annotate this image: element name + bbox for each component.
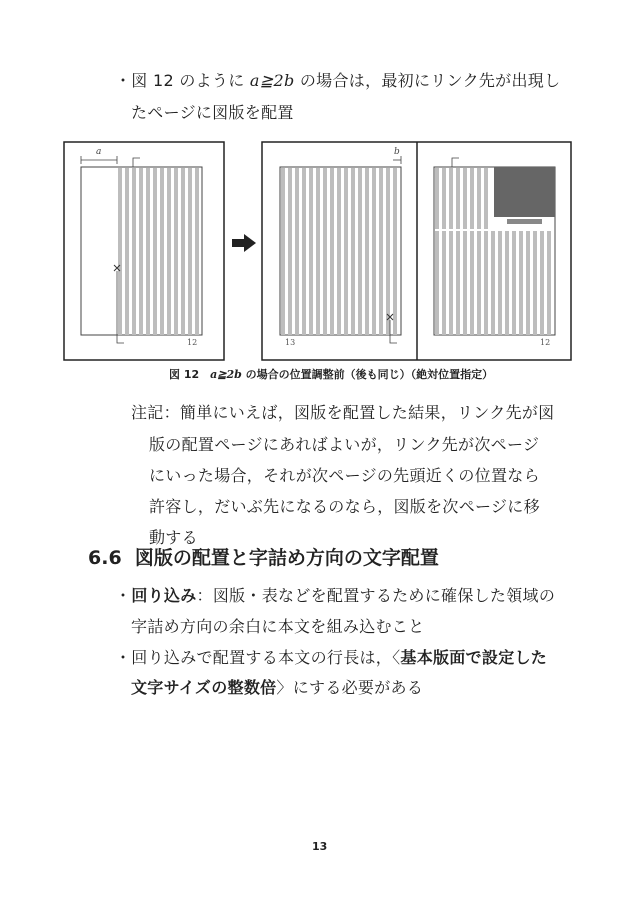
stripe xyxy=(533,231,537,335)
stripe xyxy=(435,231,439,335)
page-num-left: 12 xyxy=(187,338,198,347)
stripe xyxy=(379,168,383,335)
item2-suffix: 〉にする必要がある xyxy=(276,678,424,697)
section-title: 図版の配置と字詰め方向の文字配置 xyxy=(134,547,439,569)
figure-caption xyxy=(169,368,493,382)
stripe xyxy=(470,231,474,335)
item2-prefix: ・回り込みで配置する本文の行長は，〈 xyxy=(115,648,401,667)
item2-bold2: 文字サイズの整数倍 xyxy=(131,678,277,697)
caption-prefix: 図 12 xyxy=(169,368,211,381)
stripe xyxy=(442,231,446,335)
bullet1-prefix: ・図 12 のように xyxy=(115,71,250,90)
bullet2-item2-line1 xyxy=(115,648,547,668)
stripe xyxy=(146,168,150,335)
note-line2: 版の配置ページにあればよいが，リンク先が次ページ xyxy=(149,435,540,454)
stripe xyxy=(181,168,185,335)
stripe xyxy=(132,168,136,335)
stripe xyxy=(435,168,439,229)
stripe xyxy=(365,168,369,335)
arrow-right-icon xyxy=(232,234,256,252)
stripe xyxy=(463,168,467,229)
note-line5: 動する xyxy=(149,528,198,547)
stripe xyxy=(477,231,481,335)
stripe xyxy=(393,168,397,335)
stripe xyxy=(118,168,122,335)
note-line3: にいった場合，それが次ページの先頭近くの位置なら xyxy=(149,466,540,485)
stripe xyxy=(153,168,157,335)
note-line1: 注記：簡単にいえば，図版を配置した結果，リンク先が図 xyxy=(131,403,555,422)
stripe xyxy=(323,168,327,335)
caption-math: a≧2b xyxy=(210,368,242,381)
page-number: 13 xyxy=(312,840,328,853)
stripe xyxy=(386,168,390,335)
page-num-right: 12 xyxy=(540,338,551,347)
bullet2-item1-line2: 字詰め方向の余白に本文を組み込むこと xyxy=(131,617,425,636)
stripe xyxy=(484,168,488,229)
middle-page-stripes xyxy=(281,168,397,335)
bullet2-dot: ・ xyxy=(115,586,132,605)
label-b: b xyxy=(394,147,400,157)
stripe xyxy=(512,231,516,335)
section-heading xyxy=(88,546,439,570)
stripe xyxy=(337,168,341,335)
section-number: 6.6 xyxy=(88,547,122,569)
item1-rest: ：図版・表などを配置するために確保した領域の xyxy=(196,586,556,605)
stripe xyxy=(125,168,129,335)
stripe xyxy=(526,231,530,335)
stripe xyxy=(449,231,453,335)
label-a: a xyxy=(96,147,102,157)
bullet1-line2: たページに図版を配置 xyxy=(131,103,294,122)
stripe xyxy=(344,168,348,335)
stripe xyxy=(139,168,143,335)
term-mawarikomi: 回り込み xyxy=(131,586,197,605)
stripe xyxy=(491,231,495,335)
stripe xyxy=(456,231,460,335)
stripe xyxy=(330,168,334,335)
bullet2-item2-line2 xyxy=(131,678,423,698)
bullet1-suffix: の場合は，最初にリンク先が出現し xyxy=(294,71,561,90)
figure-block xyxy=(494,167,555,217)
stripe xyxy=(188,168,192,335)
stripe xyxy=(519,231,523,335)
stripe xyxy=(167,168,171,335)
stripe xyxy=(295,168,299,335)
stripe xyxy=(302,168,306,335)
bullet2-item1-line1 xyxy=(115,586,555,606)
stripe xyxy=(281,168,285,335)
stripe xyxy=(456,168,460,229)
stripe xyxy=(288,168,292,335)
stripe xyxy=(309,168,313,335)
stripe xyxy=(351,168,355,335)
stripe xyxy=(505,231,509,335)
item2-bold1: 基本版面で設定した xyxy=(400,648,548,667)
stripe xyxy=(470,168,474,229)
stripe xyxy=(540,231,544,335)
stripe xyxy=(160,168,164,335)
caption-suffix: の場合の位置調整前（後も同じ）（絶対位置指定） xyxy=(241,368,494,381)
stripe xyxy=(195,168,199,335)
stripe xyxy=(316,168,320,335)
stripe xyxy=(477,168,481,229)
stripe xyxy=(463,231,467,335)
stripe xyxy=(547,231,551,335)
stripe xyxy=(449,168,453,229)
page-num-mid: 13 xyxy=(285,338,296,347)
figure-caption-block xyxy=(507,219,542,224)
stripe xyxy=(442,168,446,229)
stripe xyxy=(498,231,502,335)
stripe xyxy=(174,168,178,335)
note-line4: 許容し，だいぶ先になるのなら，図版を次ページに移 xyxy=(149,497,540,516)
stripe xyxy=(358,168,362,335)
stripe xyxy=(372,168,376,335)
stripe xyxy=(484,231,488,335)
bullet1-math: a≧2b xyxy=(249,71,295,90)
